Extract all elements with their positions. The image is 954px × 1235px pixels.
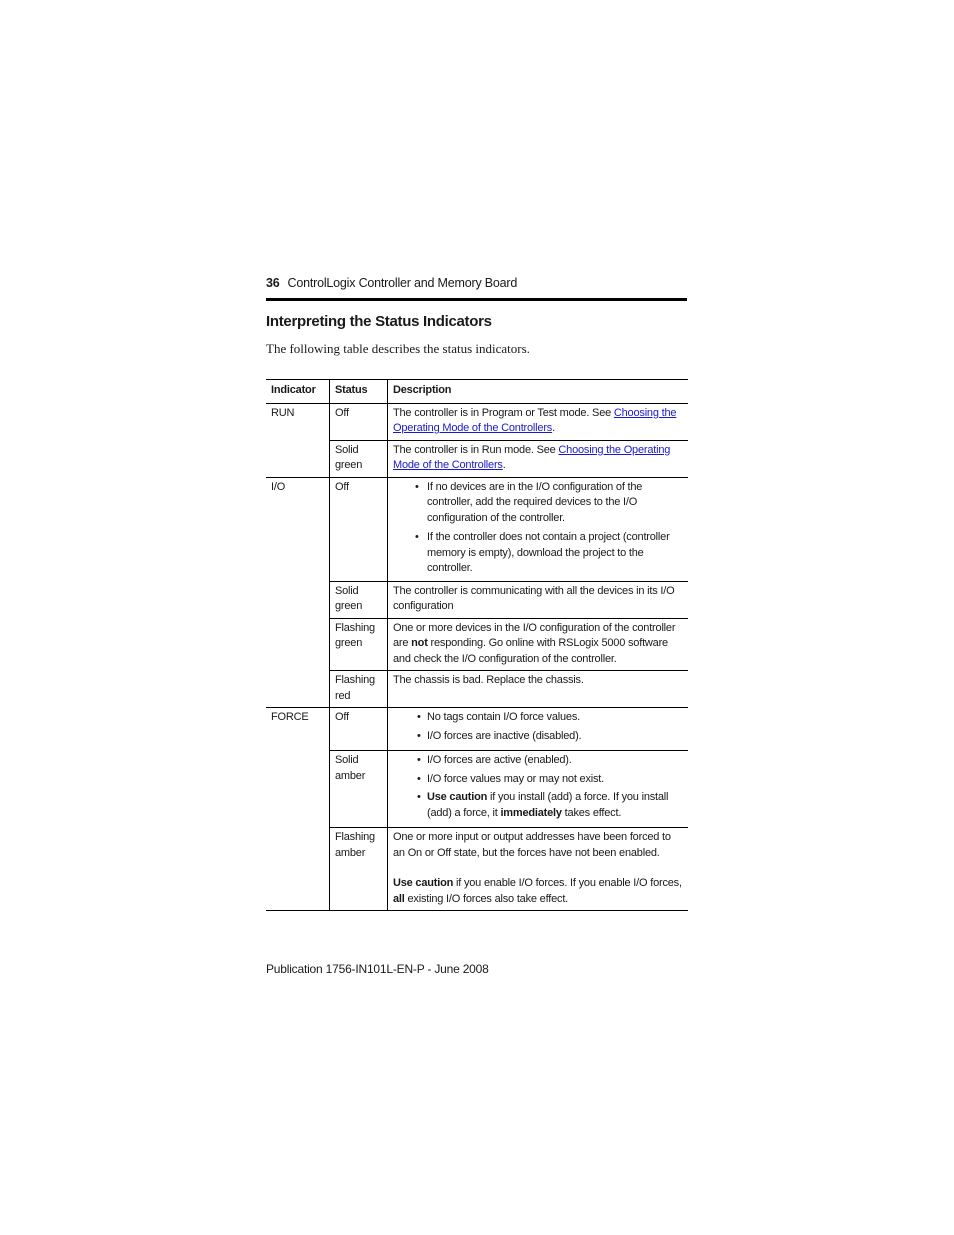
table-header-row xyxy=(266,380,688,404)
table-row xyxy=(266,828,688,911)
paragraph-gap xyxy=(393,861,683,876)
bullet-list xyxy=(393,753,683,821)
description-cell: The controller is in Run mode. See Choosing the Operating Mode of the Controllers. xyxy=(388,440,689,477)
bullet-list xyxy=(393,710,683,744)
page-number: 36 xyxy=(266,276,280,290)
list-item: • No tags contain I/O force values. xyxy=(393,710,683,726)
table-row xyxy=(266,440,688,477)
bullet-icon: • xyxy=(415,531,419,543)
running-header xyxy=(266,276,687,290)
table-row xyxy=(266,751,688,828)
status-cell: Flashing amber xyxy=(330,828,388,911)
table-row xyxy=(266,708,688,751)
operating-mode-link[interactable]: Choosing the Operating Mode of the Controllers xyxy=(393,443,671,471)
bullet-icon: • xyxy=(417,772,421,785)
table-row xyxy=(266,477,688,581)
list-item: • I/O forces are inactive (disabled). xyxy=(393,729,683,745)
status-cell: Flashing green xyxy=(330,618,388,671)
status-cell: Solid amber xyxy=(330,751,388,828)
bullet-icon: • xyxy=(417,754,421,766)
indicator-force: FORCE xyxy=(266,708,330,911)
description-cell: One or more devices in the I/O configuration of the controller are not responding. Go online with RSLogix 5000 software and check the I/O configuration of the controller. xyxy=(388,618,689,671)
header-status: Status xyxy=(330,380,388,404)
intro-text: The following table describes the status indicators. xyxy=(266,341,530,356)
status-cell: Flashing red xyxy=(330,671,388,708)
status-cell: Solid green xyxy=(330,581,388,618)
description-cell xyxy=(388,477,689,581)
status-indicator-table xyxy=(266,379,688,911)
description-cell xyxy=(388,751,689,828)
page-footer xyxy=(266,962,489,976)
table-row xyxy=(266,581,688,618)
status-cell: Off xyxy=(330,477,388,581)
running-header-title: ControlLogix Controller and Memory Board xyxy=(287,276,518,290)
section-title: Interpreting the Status Indicators xyxy=(266,313,492,330)
list-item: • I/O force values may or may not exist. xyxy=(393,772,683,788)
indicator-io: I/O xyxy=(266,477,330,708)
indicator-run: RUN xyxy=(266,403,330,477)
bullet-icon: • xyxy=(415,480,419,493)
table-row xyxy=(266,618,688,671)
status-cell: Solid green xyxy=(330,440,388,477)
table-row xyxy=(266,671,688,708)
status-cell: Off xyxy=(330,708,388,751)
header-rule xyxy=(266,298,687,301)
operating-mode-link[interactable]: Choosing the Operating Mode of the Controllers xyxy=(393,406,677,434)
footer-label: Publication xyxy=(266,962,323,976)
list-item: • If the controller does not contain a project (controller memory is empty), download the project to the controller. xyxy=(415,531,670,574)
table-row xyxy=(266,403,688,440)
bullet-icon: • xyxy=(417,791,421,803)
bullet-icon: • xyxy=(417,729,421,742)
list-item: • If no devices are in the I/O configuration of the controller, add the required devices to the I/O configuration of the controller. xyxy=(415,480,643,524)
list-item: • I/O forces are active (enabled). xyxy=(393,753,683,769)
header-indicator: Indicator xyxy=(266,380,330,404)
status-cell: Off xyxy=(330,403,388,440)
publication-id: 1756-IN101L-EN-P - June 2008 xyxy=(325,962,489,976)
description-cell xyxy=(388,708,689,751)
header-description: Description xyxy=(388,380,689,404)
description-cell: One or more input or output addresses have been forced to an On or Off state, but the forces have not been enabled. Use caution if you enable I/O forces. If you enable I/O forces, all existing I/O forces also take effect. xyxy=(388,828,689,911)
description-cell: The controller is in Program or Test mode. See Choosing the Operating Mode of the Controllers. xyxy=(388,403,689,440)
caution-paragraph: Use caution if you enable I/O forces. If you enable I/O forces, all existing I/O forces also take effect. xyxy=(393,877,682,905)
bullet-list xyxy=(393,480,683,577)
description-cell: The chassis is bad. Replace the chassis. xyxy=(388,671,689,708)
list-item: • Use caution if you install (add) a force. If you install (add) a force, it immediately takes effect. xyxy=(417,791,669,819)
description-cell: The controller is communicating with all the devices in its I/O configuration xyxy=(388,581,689,618)
bullet-icon: • xyxy=(417,711,421,723)
